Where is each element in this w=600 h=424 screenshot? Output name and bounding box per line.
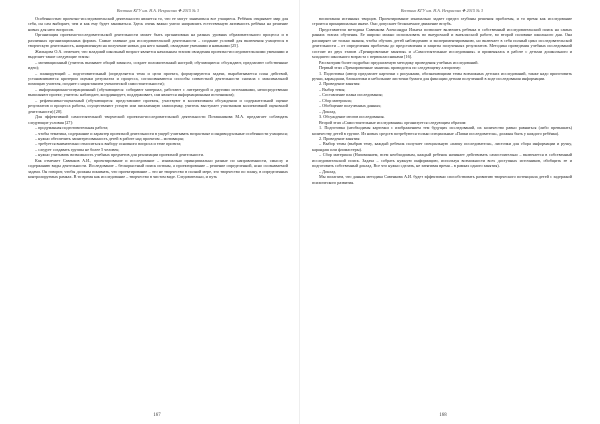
paragraph: – Сбор материала;: [319, 97, 352, 103]
paragraph: 1. Подготовка (необходимы карточки с изображением тем будущих исследований, их количество равно равняться (либо превышать) количеству детей в группе. Из новых средств потребуются только специальные «Папки исследователя», должны быть у каждого ребёнка).: [312, 125, 572, 136]
running-header: Вестник КГУ им. Н.А. Некрасова ❖ 2015 № 3: [400, 8, 484, 13]
paragraph: Организация проектно-исследовательской деятельности может быть организована на разных уровнях образовательного процесса и в различных организационных формах. Самые главные для исследовательской деятельности – создание условий для включения учащегося в творческую деятельность, направленную на получение новых для него знаний, овладение умениями и навыками [25].: [28, 32, 288, 49]
paragraph: Второй этап «Самостоятельные исследования» организуется следующим образом:: [319, 119, 467, 125]
paragraph: – Составление плана исследования;: [319, 92, 383, 98]
paragraph: – Сбор материала (Напоминаем, всем необходимым, каждый ребенок начинает действовать самостоятельно – включается в собственный исследовательский поиск. Задача – собрать нужную информацию, используя возможности всех доступных источников, обобщить ее и подготовить собственный доклад. Все что нужно сделать, не затягивая время – в рамках одного занятия).: [312, 152, 572, 169]
paragraph: – мотивационный (учитель вызывает общий замысел, создает положительный настрой; обучающиеся: обсуждают, предлагают собственные идеи);: [28, 59, 288, 71]
running-header: Вестник КГУ им. Н.А. Некрасова ❖ 2015 № 3: [116, 8, 200, 13]
paragraph: – Обобщение полученных данных;: [319, 103, 382, 109]
paragraph: – продуманная подготовительная работа;: [35, 125, 109, 131]
page-body: [312, 16, 572, 406]
paragraph: 2. Проведение занятия:: [319, 81, 361, 87]
paragraph: – Доклад.: [319, 108, 337, 114]
page-number: 168: [439, 413, 447, 418]
paragraph: Рассмотрим более подробно предлагаемую методику проведения учебных исследований.: [319, 59, 479, 65]
paragraph: – информационно-операционный (обучающиеся: собирают материал, работают с литературой и другими источниками, непосредственно выполняют проект; учитель: наблюдает, координирует, поддерживает, сам является информационным источником);: [28, 86, 288, 98]
paragraph: – планирующий – подготовительный (определяется тема и цели проекта, формулируются задачи, вырабатывается план действий, устанавливаются критерии оценки результата и процесса, согласовываются способы совместной деятельности сначала с максимальной помощью учителя, позднее с нарастанием ученической самостоятельности);: [28, 70, 288, 87]
paragraph: – Доклад.: [319, 168, 337, 174]
paragraph: Для эффективной самостоятельной творческой проектно-исследовательской деятельности Поташникова М.А. предлагает соблюдать следующие условия [27]:: [28, 114, 288, 125]
paragraph: – чтобы тематика, содержание и характер проектной деятельности в ущерб учитывать возрастные и индивидуальные особенности учащихся;: [35, 130, 288, 136]
page-number: 167: [153, 413, 161, 418]
paragraph: Как отмечает Савенков А.И., проектирование и исследование – изначально принципиально разные по направленности, смыслу и содержанию виды деятельности. Исследование – бескорыстный поиск истины, а проектирование – решение определенной, ясно осознаваемой задачи. Он говорит, чтобы должны понимать, что проектирование – это не творчество в полной мере, это творчество по плану, в определенных контролируемых рамках. В то время как исследование – творчество в чистом виде. Следовательно, и путь: [28, 157, 288, 180]
paragraph: Особенностью проектно-исследовательской деятельности является то, что ее могут заниматься все учащиеся. Ребёнок открывает мир для себя, он сам выбирает, чем и как ему будет заниматься. Здесь очень важно умело направлять естественную активность ребёнка на решение новых для него вопросов.: [28, 16, 288, 32]
paragraph: – следует создавать группы не более 5 человек;: [35, 146, 120, 152]
right-page: [300, 0, 600, 424]
paragraph: – Выбор темы (выбрав тему, каждый ребенок получает специальную «папку исследователя», листочки для сбора информации и ручку, карандаш или фломастеры).: [312, 141, 572, 152]
paragraph: воспитания истинных творцов. Проектирование изначально задает предел глубины решения проблемы, и то время как исследование строится принципиально иначе. Оно допускает бесконечное движение вглубь.: [312, 16, 572, 27]
paragraph: – нужно обеспечить заинтересованность детей в работе над проектом – мотивация;: [35, 135, 184, 141]
paragraph: 1. Подготовка (автор предлагает карточки с рисунками, обозначающими темы возможных детских исследований, также надо приготовить ручки, карандаши, блокнотики и небольшие листочки бумаги для фиксации детьми полученной в ходе исследования информации.: [312, 70, 572, 81]
paragraph: Мы полагаем, что данная методика Савенкова А.И. будет эффективно способствовать развитию творческого потенциала детей с задержкой психического развития.: [312, 174, 572, 185]
paragraph: 2. Проведение занятия:: [319, 135, 361, 141]
paragraph: Первый этап «Тренировочные занятия» проводится по следующему алгоритму:: [319, 65, 462, 71]
paragraph: Жильцова О.А. отмечает, что младший школьный возраст является начальным этапом овладения проектно-исследовательскими умениями и выделяет такие следующие этапы:: [28, 48, 288, 60]
paragraph: Представители методика Савенкова Александра Ильича позволяет включить ребенка в собственный исследовательский поиск на самых ранних этапах обучения. Ее широко можно использовать во внеурочной и внеклассной работе, во второй половине школьного дня. Она расширяет не только знания, чтобы обучать детей наблюдению и экспериментированию, но включает в себя полный цикл исследовательской деятельности – от определения проблемы до представления и защиты полученных результатов. Методика проведения учебных исследований состоит из двух этапов «Тренировочные занятия» и «Самостоятельные исследования» и применялась в работе с детьми дошкольного и младшего школьного возраста с первоклассниками [16].: [312, 26, 572, 60]
paragraph: – требуется внимательно относиться к выбору основного вопроса и теме проекта;: [35, 141, 182, 147]
page-body: [28, 16, 288, 406]
paragraph: 3. Обсуждение итогов исследования.: [319, 114, 385, 120]
paragraph: – нужно учитывать возможность учебных предметов для реализации проектной деятельности.: [35, 152, 205, 158]
paragraph: – Выбор темы;: [319, 86, 346, 92]
paragraph: – рефлексивно-оценочный (обучающиеся: представляют проекты, участвуют в коллективном обсуждении и содержательной оценке результатов и процесса работы, осуществляют устную или письменную самооценку, учитель выступает участником коллективной оценочной деятельности) [20].: [28, 97, 288, 114]
